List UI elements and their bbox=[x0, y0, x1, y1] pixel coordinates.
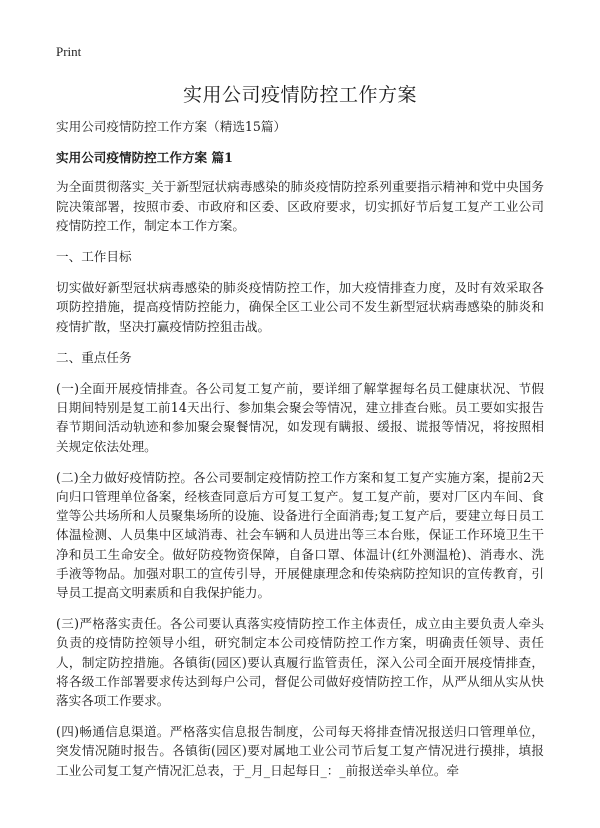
goal-paragraph: 切实做好新型冠状病毒感染的肺炎疫情防控工作，加大疫情排查力度，及时有效采取各项防控措施，提高疫情防控能力，确保全区工业公司不发生新型冠状病毒感染的肺炎和疫情扩散，坚决打赢疫情防控狙击战。 bbox=[56, 280, 544, 334]
task-paragraph-4: (四)畅通信息渠道。严格落实信息报告制度，公司每天将排查情况报送归口管理单位，突发情况随时报告。各镇街(园区)要对属地工业公司节后复工复产情况进行摸排，填报工业公司复工复产情况汇总表，于_月_日起每日_：_前报送牵头单位。牵 bbox=[56, 724, 544, 778]
task-paragraph-2: (二)全力做好疫情防控。各公司要制定疫情防控工作方案和复工复产实施方案，提前2天向归口管理单位备案，经核查同意后方可复工复产。复工复产前，要对厂区内车间、食堂等公共场所和人员聚集场所的设施、设备进行全面消毒;复工复产后，要建立每日员工体温检测、人员集中区域消毒、社会车辆和人员进出等三本台账，保证工作环境卫生干净和员工生命安全。做好防疫物资保障，自备口罩、体温计(红外测温枪)、消毒水、洗手液等物品。加强对职工的宣传引导，开展健康理念和传染病防控知识的宣传教育，引导员工提高文明素质和自我保护能力。 bbox=[56, 469, 544, 601]
intro-paragraph: 为全面贯彻落实_关于新型冠状病毒感染的肺炎疫情防控系列重要指示精神和党中央国务院决策部署，按照市委、市政府和区委、区政府要求，切实抓好节后复工复产工业公司疫情防控工作，制定本工作方案。 bbox=[56, 179, 544, 233]
document-subtitle: 实用公司疫情防控工作方案（精选15篇） bbox=[56, 119, 287, 134]
print-link[interactable]: Print bbox=[56, 44, 82, 59]
task-paragraph-3: (三)严格落实责任。各公司要认真落实疫情防控工作主体责任，成立由主要负责人牵头负责的疫情防控领导小组，研究制定本公司疫情防控工作方案，明确责任领导、责任人，制定防控措施。各镇街(园区)要认真履行监管责任，深入公司全面开展疫情排查，将各级工作部署要求传达到每户公司，督促公司做好疫情防控工作，从严从细从实从快落实各项工作要求。 bbox=[56, 616, 544, 709]
section-title: 实用公司疫情防控工作方案 篇1 bbox=[56, 150, 233, 166]
heading-key-tasks: 二、重点任务 bbox=[56, 349, 132, 365]
heading-work-goal: 一、工作目标 bbox=[56, 249, 132, 265]
document-body bbox=[56, 117, 544, 792]
task-paragraph-1: (一)全面开展疫情排查。各公司复工复产前，要详细了解掌握每名员工健康状况、节假日期间特别是复工前14天出行、参加集会聚会等情况，建立排查台账。员工要如实报告春节期间活动轨迹和参加聚会聚餐情况，如发现有瞒报、缓报、谎报等情况，将按照相关规定依法处理。 bbox=[56, 381, 544, 454]
document-title: 实用公司疫情防控工作方案 bbox=[182, 84, 417, 106]
